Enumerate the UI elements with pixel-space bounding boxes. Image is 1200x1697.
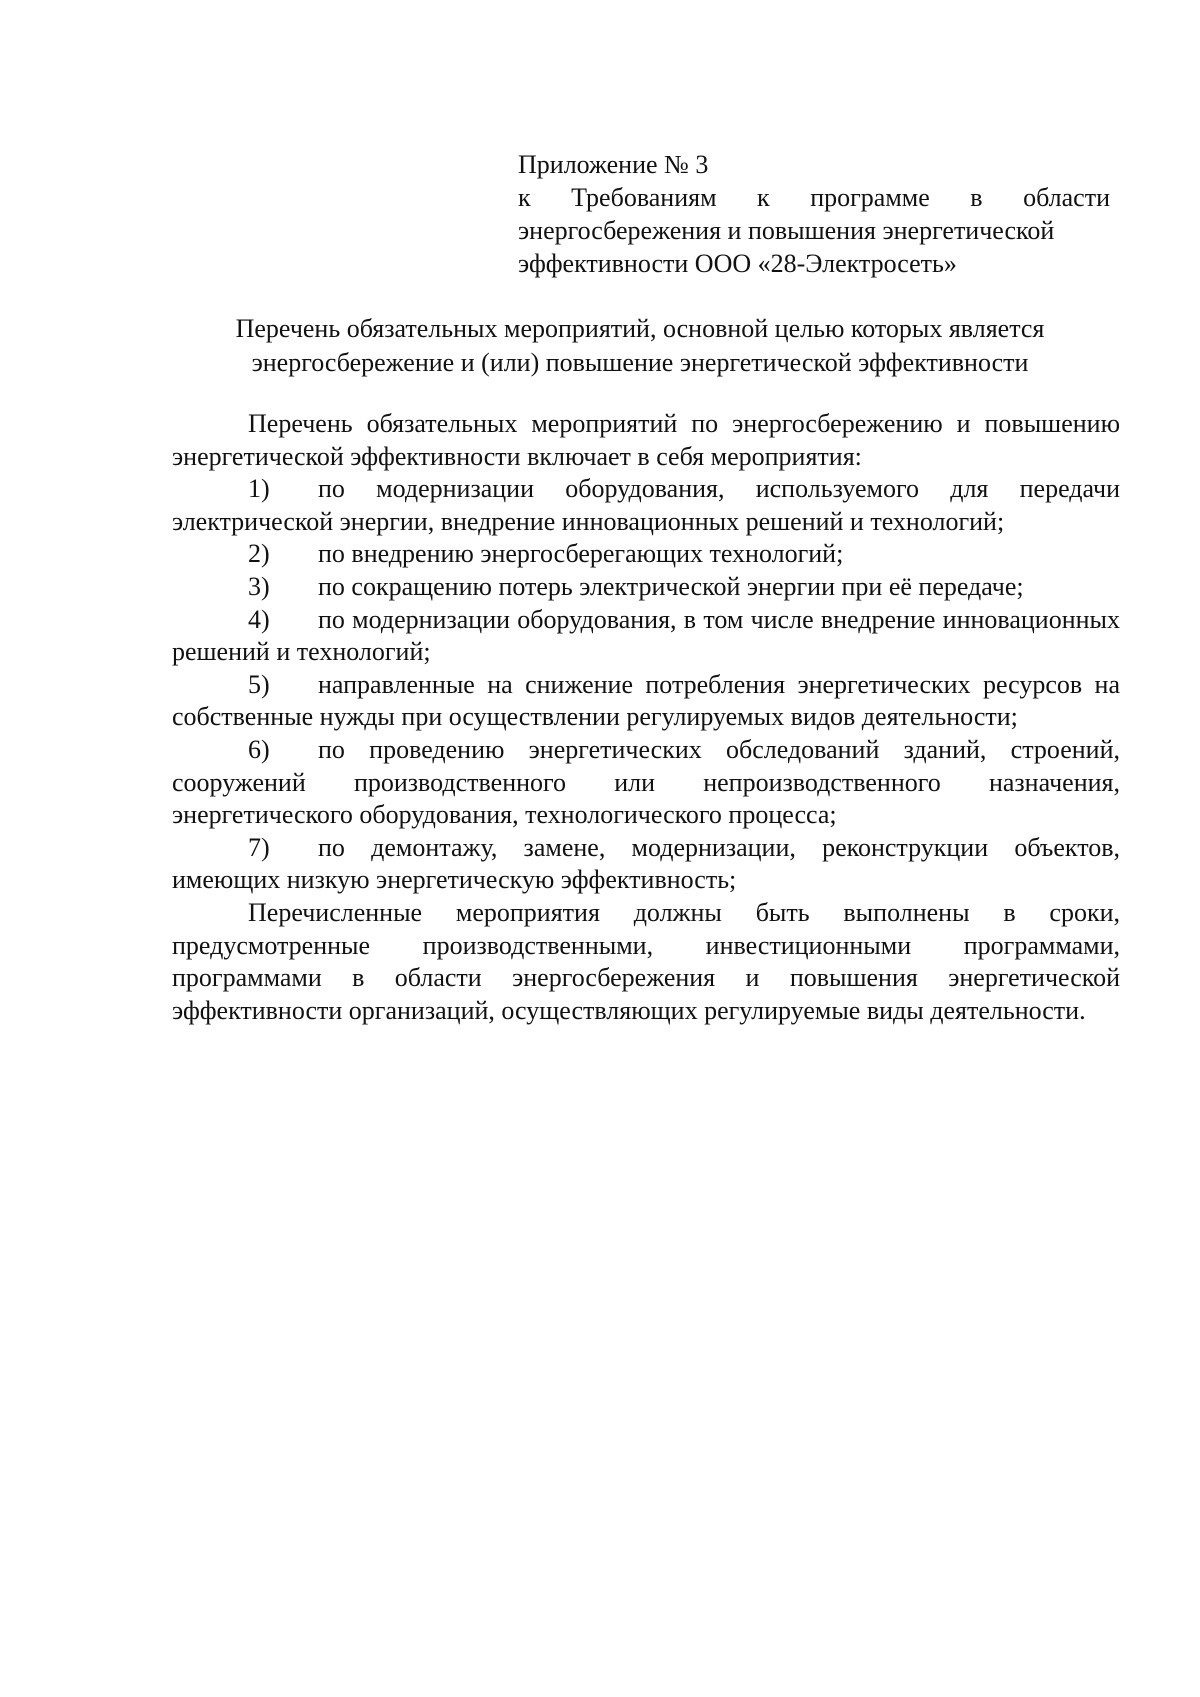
- item-number: 4): [248, 604, 270, 634]
- item-text: по модернизации оборудования, в том числе внедрение инновационных решений и технологий;: [172, 604, 1120, 667]
- appendix-number: Приложение № 3: [518, 150, 709, 179]
- list-item: [172, 473, 1120, 538]
- document-title: [170, 312, 1110, 380]
- item-text: по внедрению энергосберегающих технологий;: [318, 539, 844, 569]
- list-item: [172, 538, 1120, 571]
- appendix-line-1: к Требованиям к программе в области: [518, 183, 1110, 212]
- list-item: [172, 669, 1120, 734]
- list-item: [172, 604, 1120, 669]
- item-text: по сокращению потерь электрической энергии при её передаче;: [318, 571, 1024, 601]
- item-text: по модернизации оборудования, используемого для передачи электрической энергии, внедрение инновационных решений и технологий;: [172, 474, 1120, 536]
- item-number: 7): [248, 832, 270, 862]
- item-text: направленные на снижение потребления энергетических ресурсов на собственные нужды при осуществлении регулируемых видов деятельности;: [172, 669, 1120, 732]
- document-body: [172, 408, 1120, 1027]
- appendix-line-2: энергосбережения и повышения энергетической: [518, 216, 1055, 245]
- item-number: 1): [248, 474, 270, 504]
- appendix-header: [518, 148, 1110, 280]
- item-number: 3): [248, 571, 270, 601]
- list-item: [172, 571, 1120, 604]
- closing-paragraph: Перечисленные мероприятия должны быть выполнены в сроки, предусмотренные производственными, инвестиционными программами, программами в области энергосбережения и повышения энергетической эффективности организаций, осуществляющих регулируемые виды деятельности.: [172, 897, 1120, 1025]
- appendix-line-3: эффективности ООО «28-Электросеть»: [518, 249, 957, 278]
- intro-paragraph: Перечень обязательных мероприятий по энергосбережению и повышению энергетической эффективности включает в себя мероприятия:: [172, 409, 1120, 471]
- item-text: по проведению энергетических обследований зданий, строений, сооружений производственного или непроизводственного назначения, энергетического оборудования, технологического процесса;: [172, 734, 1120, 830]
- item-number: 5): [248, 669, 270, 699]
- title-line-2: энергосбережение и (или) повышение энергетической эффективности: [251, 348, 1029, 377]
- list-item: [172, 734, 1120, 832]
- item-number: 2): [248, 539, 270, 569]
- list-item: [172, 832, 1120, 897]
- item-text: по демонтажу, замене, модернизации, реконструкции объектов, имеющих низкую энергетическую эффективность;: [172, 832, 1120, 895]
- item-number: 6): [248, 734, 270, 764]
- title-line-1: Перечень обязательных мероприятий, основной целью которых является: [235, 314, 1045, 343]
